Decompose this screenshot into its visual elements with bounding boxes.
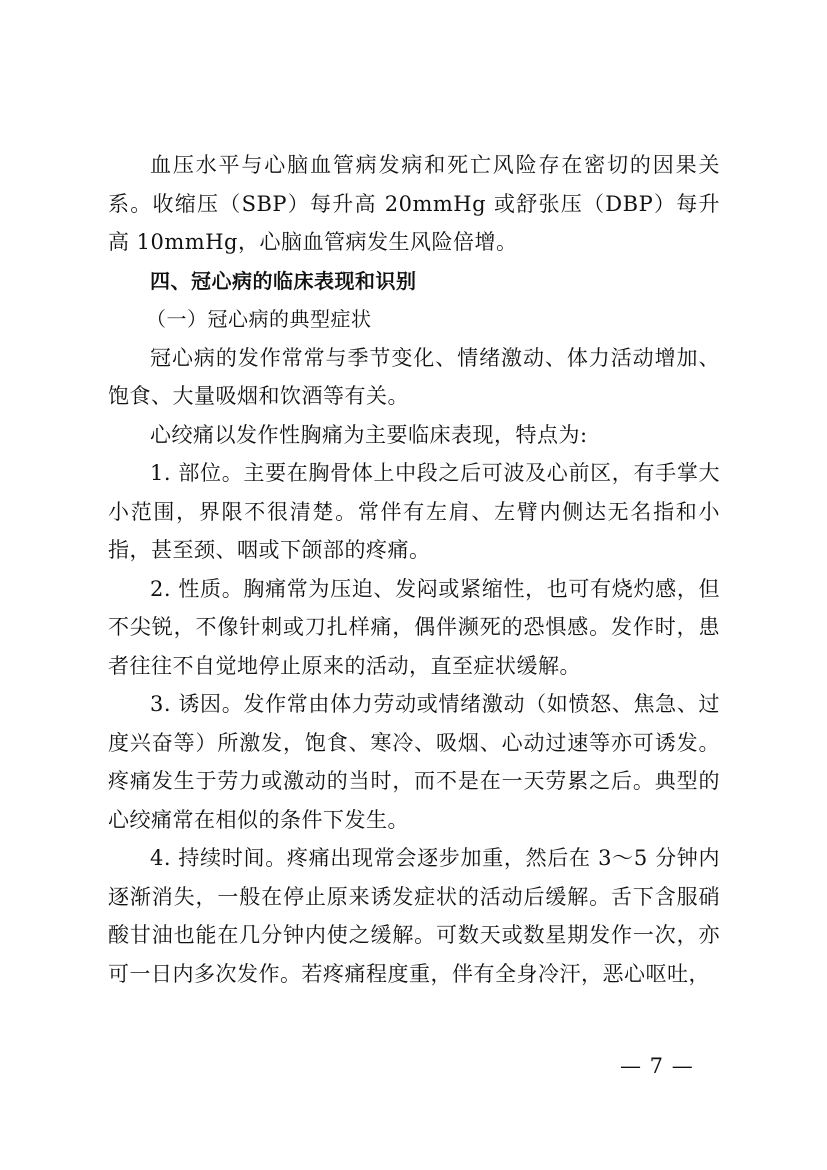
page-body [108,146,720,993]
page-number: — 7 — [620,1054,694,1078]
paragraph-triggers: 冠心病的发作常常与季节变化、情绪激动、体力活动增加、饱食、大量吸烟和饮酒等有关。 [108,345,720,408]
paragraph-angina-intro: 心绞痛以发作性胸痛为主要临床表现，特点为: [150,422,588,447]
section-heading: 四、冠心病的临床表现和识别 [150,268,417,293]
paragraph-duration: 4. 持续时间。疼痛出现常会逐步加重，然后在 3～5 分钟内逐渐消失，一般在停止原来诱发症状的活动后缓解。舌下含服硝酸甘油也能在几分钟内使之缓解。可数天或数星期发作一次，亦可一日内多次发作。若疼痛程度重，伴有全身冷汗，恶心呕吐， [108,846,720,986]
paragraph-inducement: 3. 诱因。发作常由体力劳动或情绪激动（如愤怒、焦急、过度兴奋等）所激发，饱食、寒冷、吸烟、心动过速等亦可诱发。疼痛发生于劳力或激动的当时，而不是在一天劳累之后。典型的心绞痛常在相似的条件下发生。 [108,692,720,832]
paragraph-nature: 2. 性质。胸痛常为压迫、发闷或紧缩性，也可有烧灼感，但不尖锐，不像针刺或刀扎样痛，偶伴濒死的恐惧感。发作时，患者往往不自觉地停止原来的活动，直至症状缓解。 [108,576,720,678]
subsection-heading: （一）冠心病的典型症状 [146,307,372,331]
paragraph-location: 1. 部位。主要在胸骨体上中段之后可波及心前区，有手掌大小范围，界限不很清楚。常伴有左肩、左臂内侧达无名指和小指，甚至颈、咽或下颌部的疼痛。 [108,461,720,562]
paragraph-blood-pressure: 血压水平与心脑血管病发病和死亡风险存在密切的因果关系。收缩压（SBP）每升高 20mmHg 或舒张压（DBP）每升高 10mmHg，心脑血管病发生风险倍增。 [108,153,720,254]
